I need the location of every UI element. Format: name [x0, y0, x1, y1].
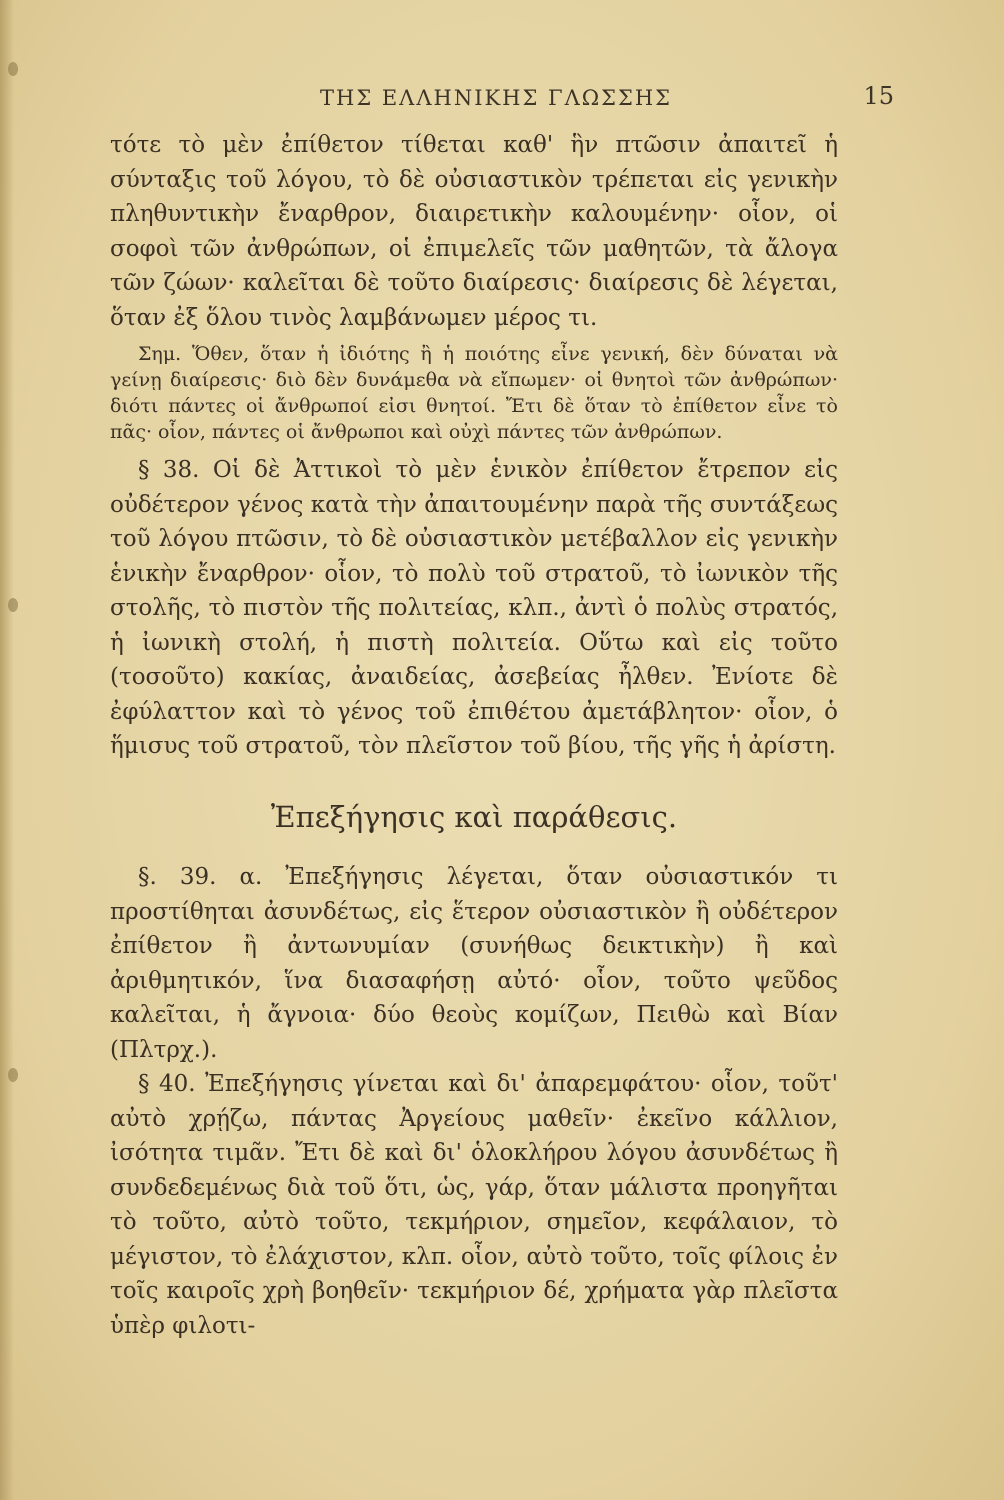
paragraph-section-39: §. 39. α. Ἐπεξήγησις λέγεται, ὅταν οὐσιαστικόν τι προστίθηται ἀσυνδέτως, εἰς ἕτερον οὐσιαστικὸν ἢ οὐδέτερον ἐπίθετον ἢ ἀντωνυμίαν (συνήθως δεικτικὴν) ἢ καὶ ἀριθμητικόν, ἵνα διασαφήσῃ αὐτό· οἷον, τοῦτο ψεῦδος καλεῖται, ἡ ἄγνοια· δύο θεοὺς κομίζων, Πειθὼ καὶ Βίαν (Πλτρχ.). — [110, 864, 838, 1063]
page-header — [110, 82, 894, 122]
paragraph-continuation: τότε τὸ μὲν ἐπίθετον τίθεται καθ' ἣν πτῶσιν ἀπαιτεῖ ἡ σύνταξις τοῦ λόγου, τὸ δὲ οὐσιαστικὸν τρέπεται εἰς γενικὴν πληθυντικὴν ἔναρθρον, διαιρετικὴν καλουμένην· οἷον, οἱ σοφοὶ τῶν ἀνθρώπων, οἱ ἐπιμελεῖς τῶν μαθητῶν, τὰ ἄλογα τῶν ζώων· καλεῖται δὲ τοῦτο διαίρεσις· διαίρεσις δὲ λέγεται, ὅταν ἐξ ὅλου τινὸς λαμβάνωμεν μέρος τι. — [110, 132, 838, 331]
binding-hole — [8, 1068, 18, 1082]
section-title: Ἐπεξήγησις καὶ παράθεσις. — [270, 799, 678, 834]
page-number: 15 — [863, 82, 894, 110]
binding-hole — [8, 598, 18, 612]
paragraph-section-38: § 38. Οἱ δὲ Ἀττικοὶ τὸ μὲν ἑνικὸν ἐπίθετον ἔτρεπον εἰς οὐδέτερον γένος κατὰ τὴν ἀπαιτουμένην παρὰ τῆς συντάξεως τοῦ λόγου πτῶσιν, τὸ δὲ οὐσιαστικὸν μετέβαλλον εἰς γενικὴν ἑνικὴν ἔναρθρον· οἷον, τὸ πολὺ τοῦ στρατοῦ, τὸ ἰωνικὸν τῆς στολῆς, τὸ πιστὸν τῆς πολιτείας, κλπ., ἀντὶ ὁ πολὺς στρατός, ἡ ἰωνικὴ στολή, ἡ πιστὴ πολιτεία. Οὕτω καὶ εἰς τοῦτο (τοσοῦτο) κακίας, ἀναιδείας, ἀσεβείας ἦλθεν. Ἐνίοτε δὲ ἐφύλαττον καὶ τὸ γένος τοῦ ἐπιθέτου ἀμετάβλητον· οἷον, ὁ ἥμισυς τοῦ στρατοῦ, τὸν πλεῖστον τοῦ βίου, τῆς γῆς ἡ ἀρίστη. — [110, 457, 838, 759]
body-text — [110, 128, 838, 1343]
note-paragraph: Σημ. Ὅθεν, ὅταν ἡ ἰδιότης ἢ ἡ ποιότης εἶνε γενική, δὲν δύναται νὰ γείνῃ διαίρεσις· διὸ δὲν δυνάμεθα νὰ εἴπωμεν· οἱ θνητοὶ τῶν ἀνθρώπων· διότι πάντες οἱ ἄνθρωποί εἰσι θνητοί. Ἔτι δὲ ὅταν τὸ ἐπίθετον εἶνε τὸ πᾶς· οἷον, πάντες οἱ ἄνθρωποι καὶ οὐχὶ πάντες τῶν ἀνθρώπων. — [110, 343, 838, 443]
page-binding-edge — [0, 0, 14, 1500]
paragraph-section-40: § 40. Ἐπεξήγησις γίνεται καὶ δι' ἀπαρεμφάτου· οἷον, τοῦτ' αὐτὸ χρῄζω, πάντας Ἀργείους μαθεῖν· ἐκεῖνο κάλλιον, ἰσότητα τιμᾶν. Ἔτι δὲ καὶ δι' ὁλοκλήρου λόγου ἀσυνδέτως ἢ συνδεδεμένως διὰ τοῦ ὅτι, ὡς, γάρ, ὅταν μάλιστα προηγῆται τὸ τοῦτο, αὐτὸ τοῦτο, τεκμήριον, σημεῖον, κεφάλαιον, τὸ μέγιστον, τὸ ἐλάχιστον, κλπ. οἷον, αὐτὸ τοῦτο, τοῖς φίλοις ἐν τοῖς καιροῖς χρὴ βοηθεῖν· τεκμήριον δέ, χρήματα γὰρ πλεῖστα ὑπὲρ φιλοτι- — [110, 1071, 838, 1339]
binding-hole — [8, 62, 18, 76]
running-title: ΤΗΣ ΕΛΛΗΝΙΚΗΣ ΓΛΩΣΣΗΣ — [320, 86, 673, 110]
